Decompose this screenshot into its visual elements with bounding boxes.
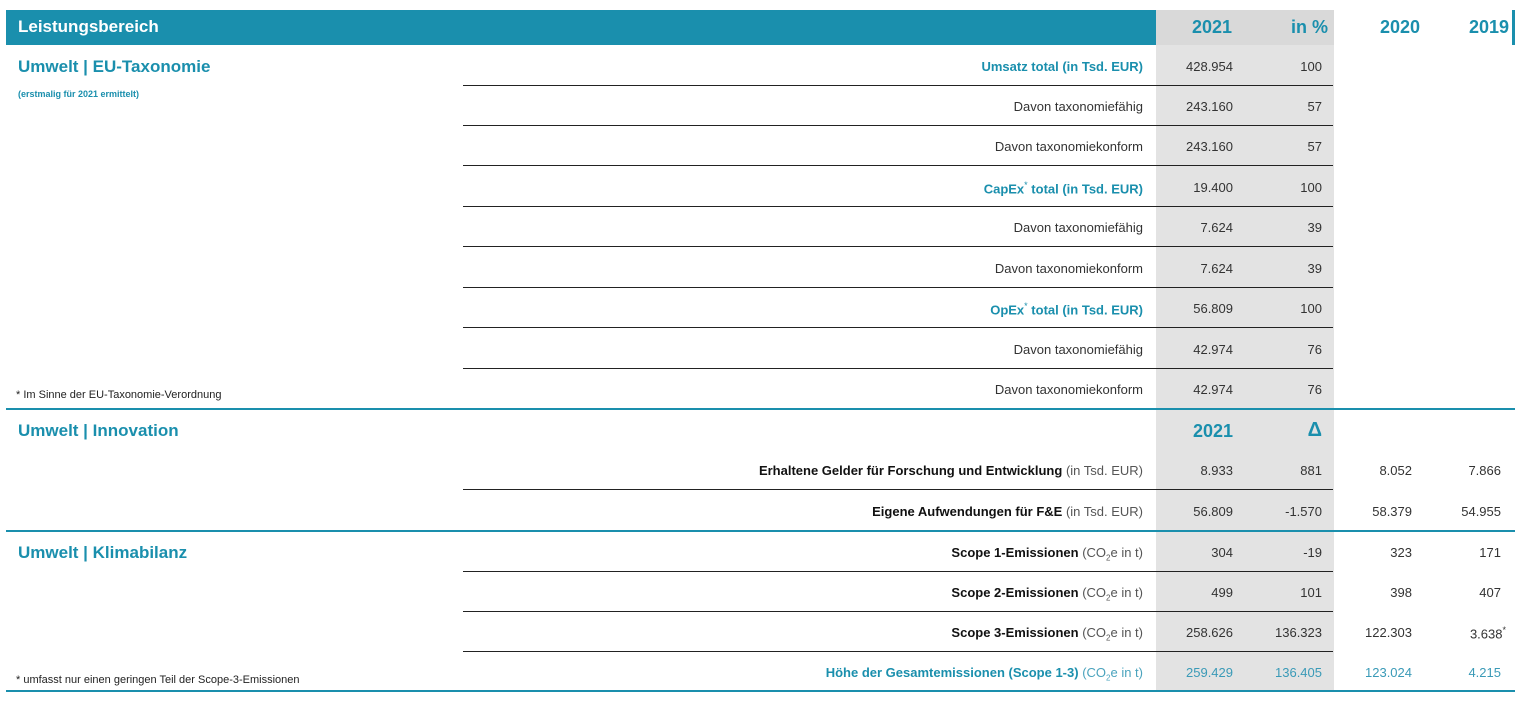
- value-pct: 100: [1300, 180, 1322, 195]
- table-row: [0, 86, 1530, 126]
- table-row: [0, 329, 1530, 369]
- row-label-unit: ($CO_2e$ in t): [1078, 625, 1143, 643]
- row-label: OpEx* total (in Tsd. EUR): [990, 301, 1143, 318]
- row-label-unit: ($CO_2e$ in t): [1078, 545, 1143, 563]
- value-2020: 398: [1390, 585, 1412, 600]
- row-label: Davon taxonomiefähig: [1013, 220, 1143, 235]
- section-divider: [6, 408, 1515, 410]
- row-label: Davon taxonomiefähig: [1013, 99, 1143, 114]
- footnote-klimabilanz: * umfasst nur einen geringen Teil der Scope-3-Emissionen: [16, 674, 300, 686]
- value-2021: 56.809: [1193, 301, 1233, 316]
- footnote-taxonomie: * Im Sinne der EU-Taxonomie-Verordnung: [16, 389, 222, 401]
- value-2021: 243.160: [1186, 139, 1233, 154]
- section-subtitle-taxonomie: (erstmalig für 2021 ermittelt): [18, 89, 140, 99]
- table-row: [0, 572, 1530, 612]
- row-label: Davon taxonomiekonform: [994, 382, 1143, 397]
- value-2019: 54.955: [1461, 504, 1501, 519]
- header-2020: 2020: [1379, 17, 1420, 37]
- capex-rest: total (in Tsd. EUR): [1027, 181, 1143, 197]
- capex-term: CapEx: [983, 181, 1025, 197]
- value-2021: 304: [1211, 545, 1233, 560]
- row-label: [951, 545, 1143, 563]
- header-2021: 2021: [1191, 17, 1232, 37]
- section-title-innovation: Umwelt | Innovation: [18, 421, 179, 440]
- row-label-unit: ($CO_2e$ in t): [1078, 665, 1143, 683]
- row-label: [872, 504, 1143, 519]
- table-row: [0, 46, 1530, 86]
- value-pct: 76: [1307, 342, 1322, 357]
- row-divider: [463, 489, 1333, 490]
- table-row: [0, 491, 1530, 531]
- value-2021: 42.974: [1193, 342, 1233, 357]
- value-2021: 428.954: [1186, 59, 1233, 74]
- table-row: [0, 652, 1530, 692]
- delta-icon: Δ: [1307, 419, 1322, 441]
- row-label-main: Höhe der Gesamtemissionen (Scope 1-3): [825, 665, 1079, 680]
- value-2021: 258.626: [1186, 625, 1233, 640]
- value-pct: 57: [1307, 139, 1322, 154]
- row-label-main: Eigene Aufwendungen für F&E: [872, 504, 1063, 519]
- table-row: [0, 126, 1530, 166]
- value-2019: 4.215: [1468, 665, 1501, 680]
- row-label: Umsatz total (in Tsd. EUR): [981, 59, 1143, 74]
- value-2019: 3.638*: [1469, 625, 1506, 642]
- row-label: CapEx* total (in Tsd. EUR): [983, 180, 1143, 197]
- table-bottom-divider: [6, 690, 1515, 692]
- header-pct: in %: [1290, 17, 1328, 37]
- table-row: [0, 207, 1530, 247]
- value-2021: 42.974: [1193, 382, 1233, 397]
- value-2019: 171: [1479, 545, 1501, 560]
- header-history-block: [1334, 10, 1512, 45]
- value-2021: 499: [1211, 585, 1233, 600]
- value-2021: 7.624: [1200, 261, 1233, 276]
- table-row: [0, 369, 1530, 409]
- row-label: Davon taxonomiekonform: [994, 261, 1143, 276]
- value-2020: 8.052: [1379, 463, 1412, 478]
- header-2019: 2019: [1468, 17, 1509, 37]
- subheader-2021: 2021: [1192, 421, 1233, 441]
- value-2021: 8.933: [1200, 463, 1233, 478]
- value-pct: 57: [1307, 99, 1322, 114]
- value-pct: 76: [1307, 382, 1322, 397]
- value-2021: 19.400: [1193, 180, 1233, 195]
- value-2021: 7.624: [1200, 220, 1233, 235]
- value-delta: 136.323: [1275, 625, 1322, 640]
- value-pct: 39: [1307, 220, 1322, 235]
- table-row: [0, 167, 1530, 207]
- row-label: [951, 585, 1143, 603]
- section-title-taxonomie: Umwelt | EU-Taxonomie: [18, 57, 211, 76]
- row-label: Davon taxonomiefähig: [1013, 342, 1143, 357]
- value-delta: 136.405: [1275, 665, 1322, 680]
- row-label-unit: ($CO_2e$ in t): [1078, 585, 1143, 603]
- value-pct: 100: [1300, 301, 1322, 316]
- value-pct: 100: [1300, 59, 1322, 74]
- header-2021-block: [1156, 10, 1334, 45]
- row-divider: [463, 246, 1333, 247]
- row-label-main: Scope 3-Emissionen: [951, 625, 1079, 640]
- value-2019: 7.866: [1468, 463, 1501, 478]
- row-divider: [463, 327, 1333, 328]
- value-2021: 259.429: [1186, 665, 1233, 680]
- value-2020: 58.379: [1372, 504, 1412, 519]
- value-delta: 881: [1300, 463, 1322, 478]
- value-delta: -1.570: [1285, 504, 1322, 519]
- value-2021: 56.809: [1193, 504, 1233, 519]
- value-2020: 123.024: [1365, 665, 1412, 680]
- row-label-main: Scope 1-Emissionen: [951, 545, 1079, 560]
- value-2020: 323: [1390, 545, 1412, 560]
- value-delta: -19: [1303, 545, 1322, 560]
- row-label-main: Erhaltene Gelder für Forschung und Entwicklung: [758, 463, 1063, 478]
- row-label: [951, 625, 1143, 643]
- row-label: [826, 665, 1143, 683]
- value-pct: 39: [1307, 261, 1322, 276]
- opex-term: OpEx: [990, 302, 1025, 318]
- opex-rest: total (in Tsd. EUR): [1027, 302, 1143, 318]
- header-title: Leistungsbereich: [18, 17, 159, 36]
- value-2021: 243.160: [1186, 99, 1233, 114]
- row-divider: [463, 165, 1333, 166]
- table-row: [0, 532, 1530, 572]
- table-row: [0, 288, 1530, 328]
- row-label-unit: (in Tsd. EUR): [1062, 504, 1143, 519]
- table-row: [0, 612, 1530, 652]
- row-label-unit: (in Tsd. EUR): [1062, 463, 1143, 478]
- table-header: [6, 10, 1515, 45]
- table-row: [0, 450, 1530, 490]
- value-2020: 122.303: [1365, 625, 1412, 640]
- value-2019: 407: [1479, 585, 1501, 600]
- value-delta: 101: [1300, 585, 1322, 600]
- section-title-klimabilanz: Umwelt | Klimabilanz: [18, 543, 188, 562]
- row-label-main: Scope 2-Emissionen: [951, 585, 1079, 600]
- table-row: [0, 248, 1530, 288]
- row-label: Davon taxonomiekonform: [994, 139, 1143, 154]
- row-label: [759, 463, 1143, 478]
